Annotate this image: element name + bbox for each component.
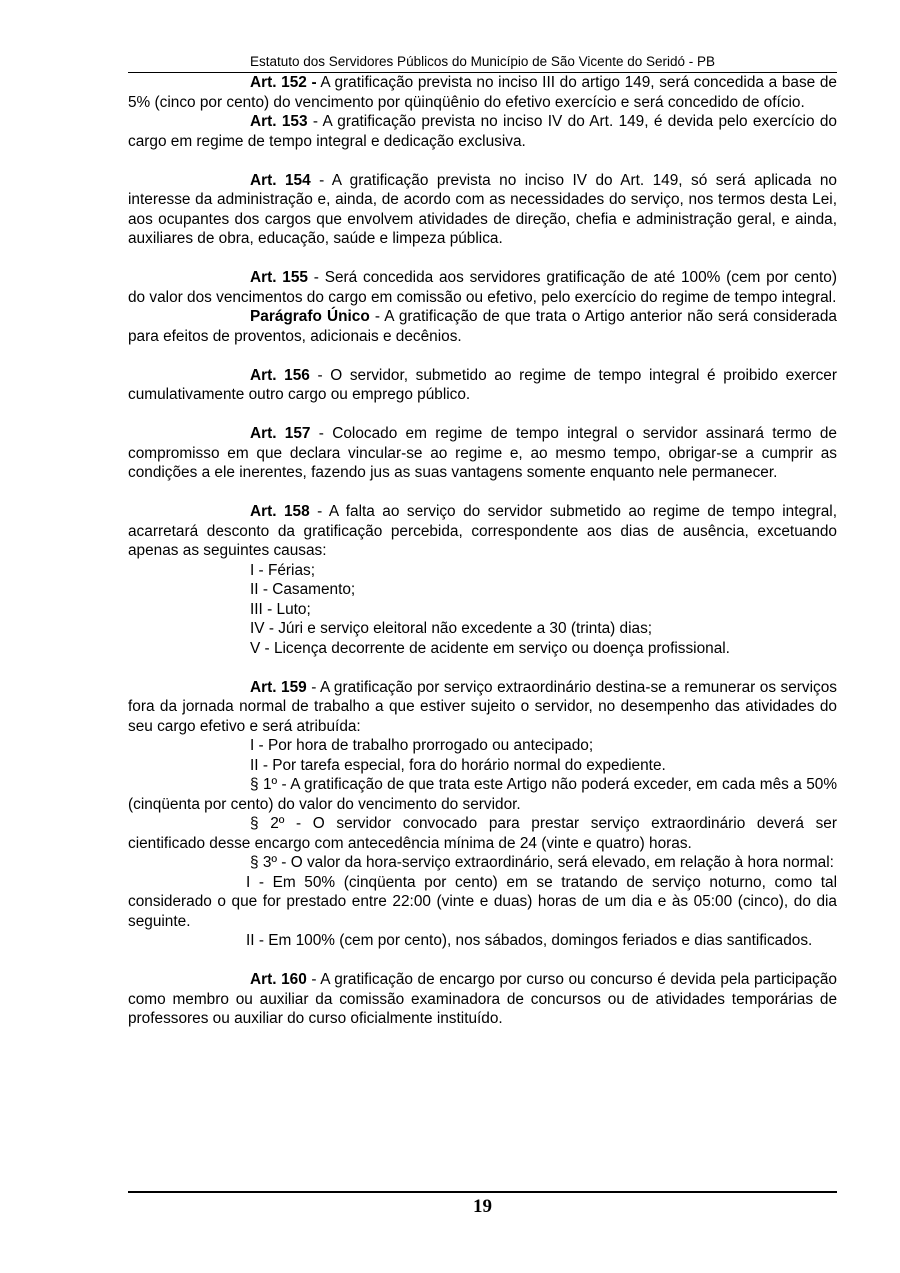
- paragraph-label: Parágrafo Único: [250, 308, 370, 325]
- article-152: [128, 73, 837, 112]
- article-text: - A gratificação prevista no inciso IV do Art. 149, é devida pelo exercício do cargo em regime de tempo integral e dedicação exclusiva.: [128, 113, 837, 150]
- article-155-paragraph: [128, 307, 837, 346]
- list-item: III - Luto;: [250, 600, 311, 618]
- article-label: Art. 153: [250, 113, 308, 130]
- paragraph-text: - A gratificação de que trata o Artigo anterior não será considerada para efeitos de proventos, adicionais e decênios.: [128, 308, 837, 345]
- section-3-item-2: II - Em 100% (cem por cento), nos sábados, domingos feriados e dias santificados.: [246, 932, 813, 949]
- section-1: § 1º - A gratificação de que trata este Artigo não poderá exceder, em cada mês a 50% (cinqüenta por cento) do valor do vencimento do servidor.: [128, 776, 837, 813]
- list-item: IV - Júri e serviço eleitoral não excedente a 30 (trinta) dias;: [250, 620, 653, 637]
- article-label: Art. 156: [250, 366, 310, 384]
- article-155: [128, 268, 837, 307]
- article-label: Art. 157: [250, 425, 311, 442]
- article-154: [128, 171, 837, 249]
- footer-divider: [128, 1191, 837, 1193]
- list-item: II - Casamento;: [250, 581, 356, 598]
- list-item: V - Licença decorrente de acidente em serviço ou doença profissional.: [250, 639, 730, 657]
- article-label: Art. 159: [250, 678, 307, 696]
- section-3-item-1: I - Em 50% (cinqüenta por cento) em se tratando de serviço noturno, como tal considerado o que for prestado entre 22:00 (vinte e duas) horas de um dia e às 05:00 (cinco), do dia seguinte.: [128, 873, 837, 930]
- article-153: [128, 112, 837, 151]
- article-label: Art. 160: [250, 971, 307, 988]
- article-text: - A falta ao serviço do servidor submetido ao regime de tempo integral, acarretará desconto da gratificação percebida, correspondente aos dias de ausência, excetuando apenas as seguintes causas:: [128, 503, 837, 559]
- section-3: § 3º - O valor da hora-serviço extraordinário, será elevado, em relação à hora normal:: [250, 854, 834, 871]
- article-label: Art. 155: [250, 269, 308, 286]
- article-text: - O servidor, submetido ao regime de tempo integral é proibido exercer cumulativamente outro cargo ou emprego público.: [128, 366, 837, 403]
- list-item: I - Férias;: [250, 561, 315, 579]
- running-header: Estatuto dos Servidores Públicos do Município de São Vicente do Seridó - PB: [249, 54, 716, 69]
- article-label: Art. 158: [250, 503, 310, 520]
- article-text: A gratificação prevista no inciso III do artigo 149, será concedida a base de 5% (cinco por cento) do vencimento por qüinqüênio do efetivo exercício e será concedido de ofício.: [128, 74, 837, 111]
- article-label: Art. 152 -: [250, 74, 317, 91]
- article-text: - Colocado em regime de tempo integral o servidor assinará termo de compromisso em que declara vincular-se ao regime e, ao mesmo tempo, obrigar-se a cumprir as condições a ele inerentes, fazendo jus as suas vantagens somente enquanto nele permanecer.: [128, 425, 837, 481]
- article-157: [128, 424, 837, 483]
- article-160: [128, 970, 837, 1029]
- article-text: - A gratificação de encargo por curso ou concurso é devida pela participação como membro ou auxiliar da comissão examinadora de concursos ou de atividades temporárias de professores ou auxiliar do curso oficialmente instituído.: [128, 971, 837, 1027]
- section-2: § 2º - O servidor convocado para prestar serviço extraordinário deverá ser cientificado desse encargo com antecedência mínima de 24 (vinte e quatro) horas.: [128, 815, 837, 852]
- list-item: II - Por tarefa especial, fora do horário normal do expediente.: [250, 756, 666, 774]
- article-text: - A gratificação prevista no inciso IV do Art. 149, só será aplicada no interesse da administração e, ainda, de acordo com as necessidades do serviço, nos termos desta Lei, aos ocupantes dos cargos que envolvem atividades de direção, chefia e administração geral, e ainda, auxiliares de obra, educação, saúde e limpeza pública.: [128, 171, 837, 247]
- page-number: 19: [473, 1196, 492, 1217]
- article-158: [128, 502, 837, 561]
- article-label: Art. 154: [250, 171, 311, 189]
- list-item: I - Por hora de trabalho prorrogado ou antecipado;: [250, 737, 594, 754]
- article-159: [128, 678, 837, 737]
- article-156: [128, 366, 837, 405]
- article-text: - A gratificação por serviço extraordinário destina-se a remunerar os serviços fora da jornada normal de trabalho a que estiver sujeito o servidor, no desempenho das atividades do seu cargo efetivo e será atribuída:: [128, 678, 837, 735]
- document-body: [128, 73, 837, 1029]
- article-text: - Será concedida aos servidores gratificação de até 100% (cem por cento) do valor dos vencimentos do cargo em comissão ou efetivo, pelo exercício do regime de tempo integral.: [128, 269, 837, 306]
